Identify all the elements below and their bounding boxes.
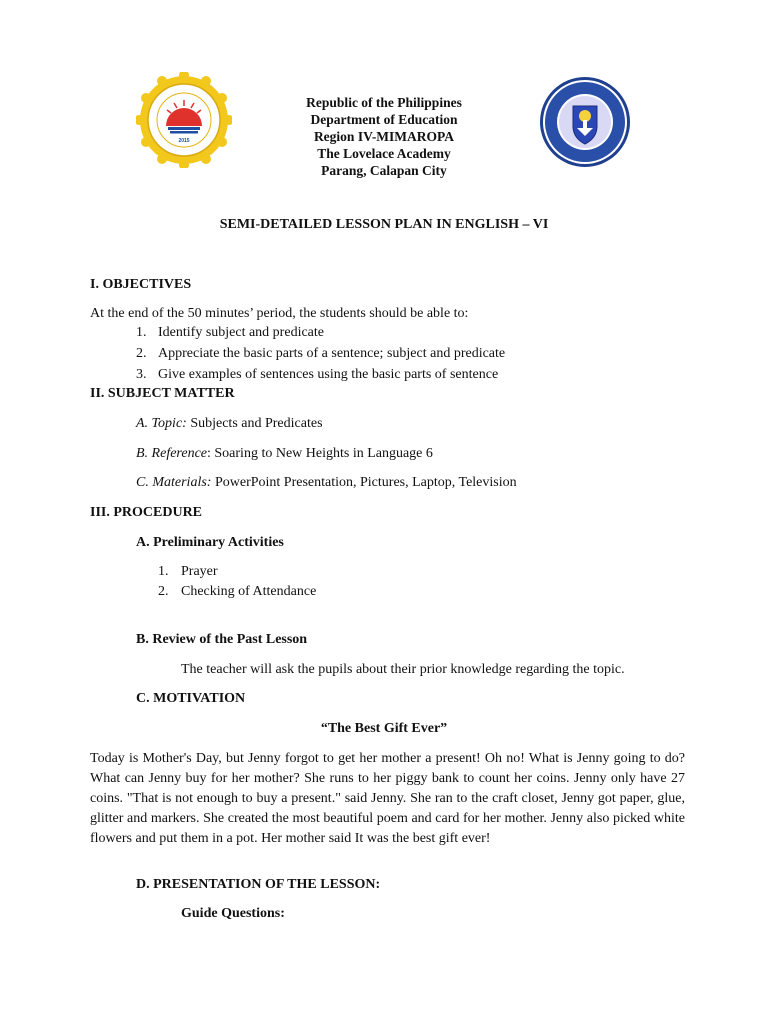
header-line-republic: Republic of the Philippines bbox=[306, 95, 462, 110]
objective-item-number: 1. bbox=[136, 325, 147, 340]
materials-line bbox=[136, 475, 517, 491]
preliminary-item-number: 2. bbox=[158, 584, 169, 599]
header-line-department: Department of Education bbox=[310, 112, 458, 127]
lovelace-academy-logo bbox=[136, 72, 232, 168]
svg-text:2015: 2015 bbox=[178, 138, 190, 144]
objectives-intro: At the end of the 50 minutes’ period, the students should be able to: bbox=[90, 306, 469, 321]
review-heading: B. Review of the Past Lesson bbox=[136, 632, 308, 647]
preliminary-item-text: Prayer bbox=[181, 564, 218, 579]
preliminary-item-number: 1. bbox=[158, 564, 169, 579]
objective-item-text: Give examples of sentences using the basic parts of sentence bbox=[158, 367, 499, 382]
procedure-heading: III. PROCEDURE bbox=[90, 505, 203, 520]
story-paragraph: Today is Mother's Day, but Jenny forgot to get her mother a present! Oh no! What is Jenny going to do? What can Jenny buy for her mother? She runs to her piggy bank to count her coins. Jenny only have 27 coins. "That is not enough to buy a present." said Jenny. She ran to the craft closet, Jenny got paper, glue, glitter and markers. She created the most beautiful poem and card for her mother. Jenny also picked white flowers and put them in a pot. Her mother said It was the best gift ever! bbox=[90, 751, 685, 846]
topic-value: Subjects and Predicates bbox=[186, 416, 323, 431]
topic-label: A. Topic: bbox=[136, 416, 187, 431]
story-title: “The Best Gift Ever” bbox=[320, 721, 448, 736]
preliminary-item-text: Checking of Attendance bbox=[181, 584, 317, 599]
document-title: SEMI-DETAILED LESSON PLAN IN ENGLISH – VI bbox=[219, 217, 549, 232]
review-text: The teacher will ask the pupils about their prior knowledge regarding the topic. bbox=[181, 662, 625, 677]
objective-item-text: Appreciate the basic parts of a sentence; subject and predicate bbox=[158, 346, 506, 361]
presentation-heading: D. PRESENTATION OF THE LESSON: bbox=[136, 877, 381, 892]
deped-seal-logo bbox=[539, 76, 631, 168]
school-header bbox=[234, 94, 534, 179]
subject-matter-heading: II. SUBJECT MATTER bbox=[90, 386, 235, 401]
materials-label: C. Materials: bbox=[136, 475, 212, 490]
header-line-address: Parang, Calapan City bbox=[321, 163, 447, 178]
header-line-region: Region IV-MIMAROPA bbox=[313, 129, 455, 144]
reference-value: : Soaring to New Heights in Language 6 bbox=[207, 446, 433, 461]
preliminary-activities-heading: A. Preliminary Activities bbox=[136, 535, 284, 550]
guide-questions-label: Guide Questions: bbox=[181, 906, 285, 921]
objective-item-number: 3. bbox=[136, 367, 147, 382]
reference-line bbox=[136, 446, 433, 462]
objectives-heading: I. OBJECTIVES bbox=[90, 277, 192, 292]
objective-item-text: Identify subject and predicate bbox=[158, 325, 324, 340]
topic-line bbox=[136, 416, 323, 432]
header-line-school: The Lovelace Academy bbox=[317, 146, 451, 161]
motivation-heading: C. MOTIVATION bbox=[136, 691, 246, 706]
objective-item-number: 2. bbox=[136, 346, 147, 361]
materials-value: PowerPoint Presentation, Pictures, Laptop, Television bbox=[211, 475, 517, 490]
reference-label: B. Reference bbox=[136, 446, 207, 461]
